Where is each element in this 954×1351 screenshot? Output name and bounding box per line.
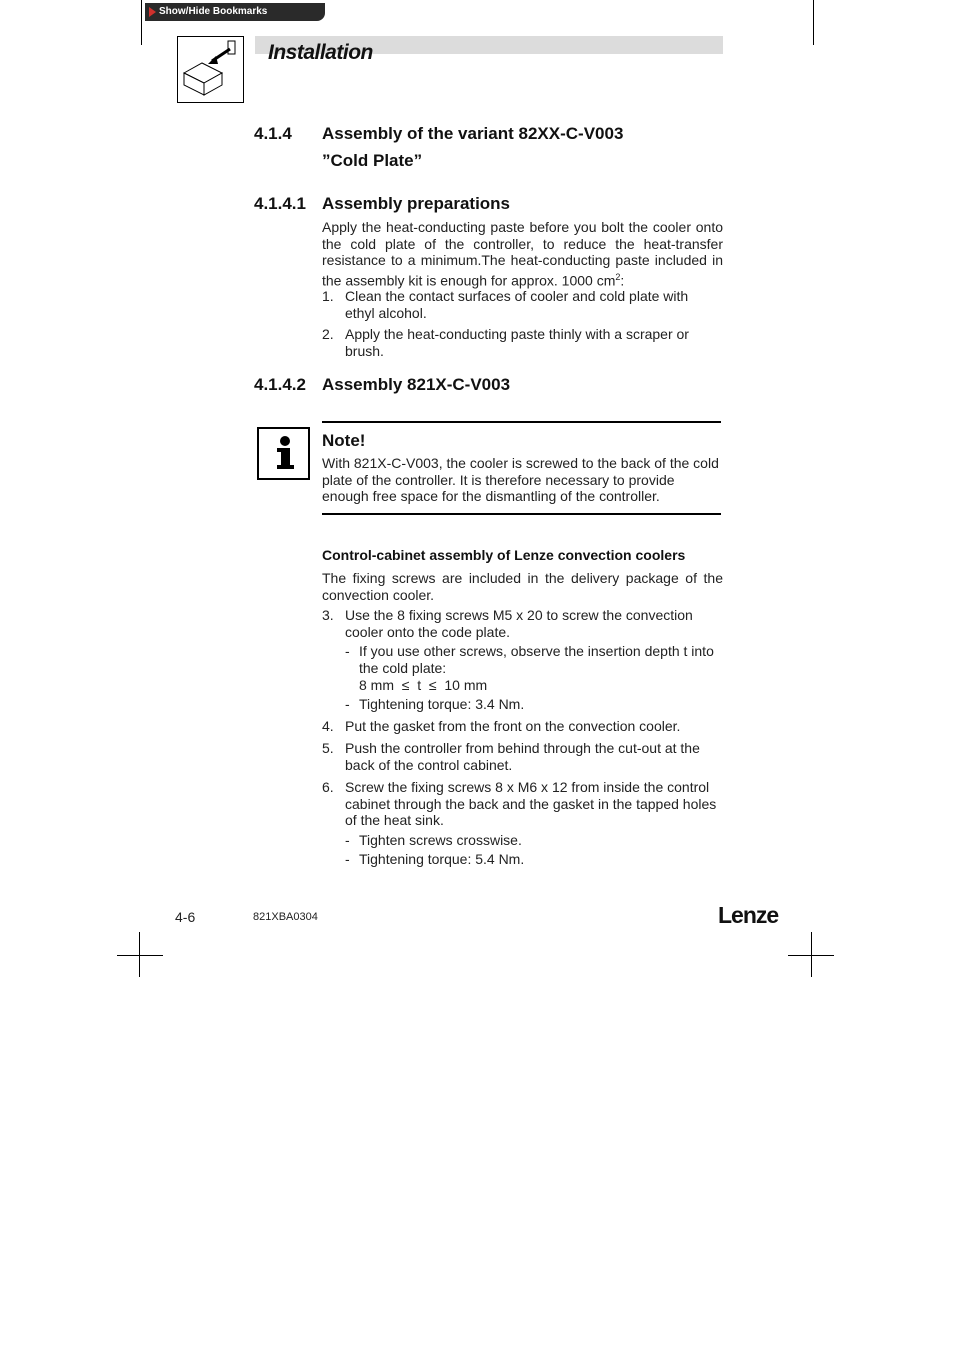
sub-list-text: Tighten screws crosswise. [359, 832, 522, 848]
note-title: Note! [322, 431, 366, 450]
list-text: Screw the fixing screws 8 x M6 x 12 from inside the control cabinet through the back and the gasket in the tapped holes of the heat sink. [345, 779, 717, 828]
list-text: Apply the heat-conducting paste thinly with a scraper or brush. [345, 326, 689, 359]
crop-mark [141, 0, 142, 45]
page-number: 4-6 [175, 909, 196, 925]
section-title-line1: Assembly of the variant 82XX-C-V003 [322, 124, 624, 143]
crop-mark [788, 955, 834, 956]
cabinet-intro: The fixing screws are included in the delivery package of the convection cooler. [322, 570, 723, 603]
section-title-line2: ”Cold Plate” [322, 151, 423, 170]
show-hide-bookmarks-button[interactable] [145, 3, 325, 21]
list-text: Clean the contact surfaces of cooler and cold plate with ethyl alcohol. [345, 288, 689, 321]
dash: - [345, 832, 350, 848]
info-icon [257, 427, 310, 480]
list-text: Put the gasket from the front on the convection cooler. [345, 718, 681, 734]
list-number: 1. [322, 288, 334, 304]
section-number: 4.1.4 [254, 124, 292, 143]
crop-mark [117, 955, 163, 956]
crop-mark [813, 0, 814, 45]
dash: - [345, 696, 350, 712]
triangle-right-icon [149, 7, 156, 17]
list-text: Use the 8 fixing screws M5 x 20 to screw the convection cooler onto the code plate. [345, 607, 693, 640]
document-code: 821XBA0304 [253, 911, 318, 923]
list-number: 6. [322, 779, 334, 795]
sub-list-text: Tightening torque: 5.4 Nm. [359, 851, 525, 867]
preparation-paragraph [322, 219, 723, 289]
sub-list-text: Tightening torque: 3.4 Nm. [359, 696, 525, 712]
subsection-number: 4.1.4.1 [254, 194, 306, 213]
dash: - [345, 851, 350, 867]
lenze-logo: Lenze [718, 902, 779, 928]
superscript: 2 [615, 271, 621, 282]
list-number: 2. [322, 326, 334, 342]
note-bottom-rule [322, 513, 721, 515]
preparation-text-end: : [620, 272, 625, 289]
bookmarks-button-label: Show/Hide Bookmarks [159, 6, 268, 17]
info-i-icon [259, 429, 308, 478]
list-number: 3. [322, 607, 334, 623]
box-install-icon [178, 37, 243, 102]
preparation-text: Apply the heat-conducting paste before you bolt the cooler onto the cold plate of the controller, to reduce the heat-transfer resistance to a minimum.The heat-conducting paste included in the assembly kit is enough for approx. 1000 cm [322, 219, 723, 289]
list-text: Push the controller from behind through the cut-out at the back of the control cabinet. [345, 740, 700, 773]
list-number: 5. [322, 740, 334, 756]
cabinet-section-title: Control-cabinet assembly of Lenze convection coolers [322, 547, 686, 563]
subsection-title: Assembly preparations [322, 194, 511, 213]
installation-icon [177, 36, 244, 103]
note-top-rule [322, 421, 721, 423]
dash: - [345, 643, 350, 659]
subsection-number: 4.1.4.2 [254, 375, 306, 394]
subsection-title: Assembly 821X-C-V003 [322, 375, 511, 394]
insertion-depth-formula: 8 mm ≤ t ≤ 10 mm [359, 677, 488, 693]
list-number: 4. [322, 718, 334, 734]
page-title: Installation [268, 41, 373, 64]
note-text: With 821X-C-V003, the cooler is screwed to the back of the cold plate of the controller. It is therefore necessary to provide enough free space for the dismantling of the controller. [322, 455, 719, 504]
sub-list-text: If you use other screws, observe the insertion depth t into the cold plate: [359, 643, 714, 676]
